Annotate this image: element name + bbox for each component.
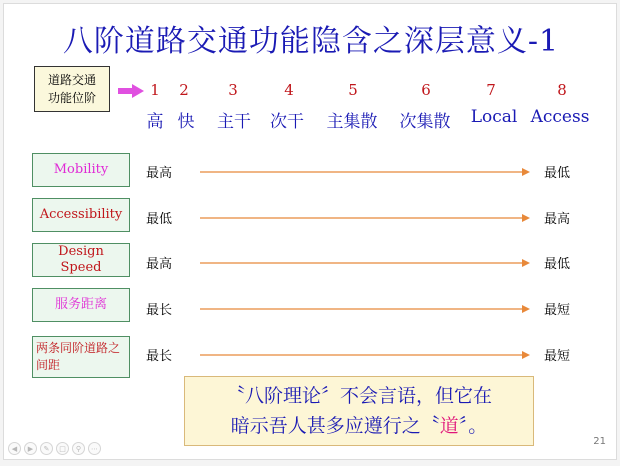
row-left-value: 最高 <box>146 257 173 272</box>
level-number: 5 <box>348 81 358 99</box>
quote-box <box>184 376 534 446</box>
level-number: 7 <box>486 81 496 99</box>
trend-arrow-icon <box>200 167 530 177</box>
row-right-value: 最低 <box>544 166 571 181</box>
trend-arrow-icon <box>200 304 530 314</box>
zoom-icon[interactable]: ⚲ <box>72 442 85 455</box>
level-name: 快 <box>177 112 195 132</box>
level-name: 次集散 <box>399 112 451 132</box>
slide-title: 八阶道路交通功能隐含之深层意义-1 <box>62 24 560 59</box>
level-name: 次干 <box>270 112 304 132</box>
row-right-value: 最短 <box>544 349 571 364</box>
attribute-label: Design Speed <box>58 244 104 275</box>
level-name: 主干 <box>217 112 251 132</box>
level-number: 8 <box>557 81 567 99</box>
attribute-box-design-speed <box>32 243 130 277</box>
attribute-label: Accessibility <box>39 207 123 222</box>
row-right-value: 最低 <box>544 257 571 272</box>
row-left-value: 最高 <box>146 166 173 181</box>
level-name: 高 <box>146 112 164 132</box>
quote-line2 <box>195 411 523 441</box>
attribute-label: Mobility <box>53 162 109 177</box>
trend-arrow-icon <box>200 350 530 360</box>
level-name: 主集散 <box>326 112 378 132</box>
row-right-value: 最短 <box>544 303 571 318</box>
attribute-box-spacing <box>32 336 130 378</box>
page-number: 21 <box>593 436 606 447</box>
pen-icon[interactable]: ✎ <box>40 442 53 455</box>
level-label-line1: 道路交通 <box>47 73 96 87</box>
level-number: 4 <box>284 81 294 99</box>
level-number: 1 <box>150 81 160 99</box>
quote-text: 暗示吾人甚多应遵行之〝 <box>230 415 440 437</box>
row-left-value: 最长 <box>146 303 173 318</box>
attribute-label: 两条同阶道路之间距 <box>36 341 121 372</box>
quote-highlight: 道 <box>439 415 459 437</box>
level-number: 2 <box>179 81 189 99</box>
next-icon[interactable]: ▶ <box>24 442 37 455</box>
slide <box>3 3 617 460</box>
attribute-label: 服务距离 <box>54 297 107 312</box>
level-label-line2: 功能位阶 <box>47 91 96 105</box>
trend-arrow-icon <box>200 213 530 223</box>
more-icon[interactable]: ⋯ <box>88 442 101 455</box>
level-name: Local <box>470 107 518 127</box>
level-number: 6 <box>421 81 431 99</box>
row-left-value: 最长 <box>146 349 173 364</box>
presentation-toolbar <box>8 442 101 455</box>
quote-line1: 〝八阶理论〞不会言语，但它在 <box>225 385 492 407</box>
prev-icon[interactable]: ◀ <box>8 442 21 455</box>
level-label-box <box>34 66 110 112</box>
level-name: Access <box>530 107 590 127</box>
slides-icon[interactable]: □ <box>56 442 69 455</box>
attribute-box-service-distance <box>32 288 130 322</box>
row-left-value: 最低 <box>146 212 173 227</box>
attribute-box-accessibility <box>32 198 130 232</box>
row-right-value: 最高 <box>544 212 571 227</box>
trend-arrow-icon <box>200 258 530 268</box>
quote-text-end: 〞。 <box>458 415 488 437</box>
attribute-box-mobility <box>32 153 130 187</box>
level-number: 3 <box>228 81 238 99</box>
